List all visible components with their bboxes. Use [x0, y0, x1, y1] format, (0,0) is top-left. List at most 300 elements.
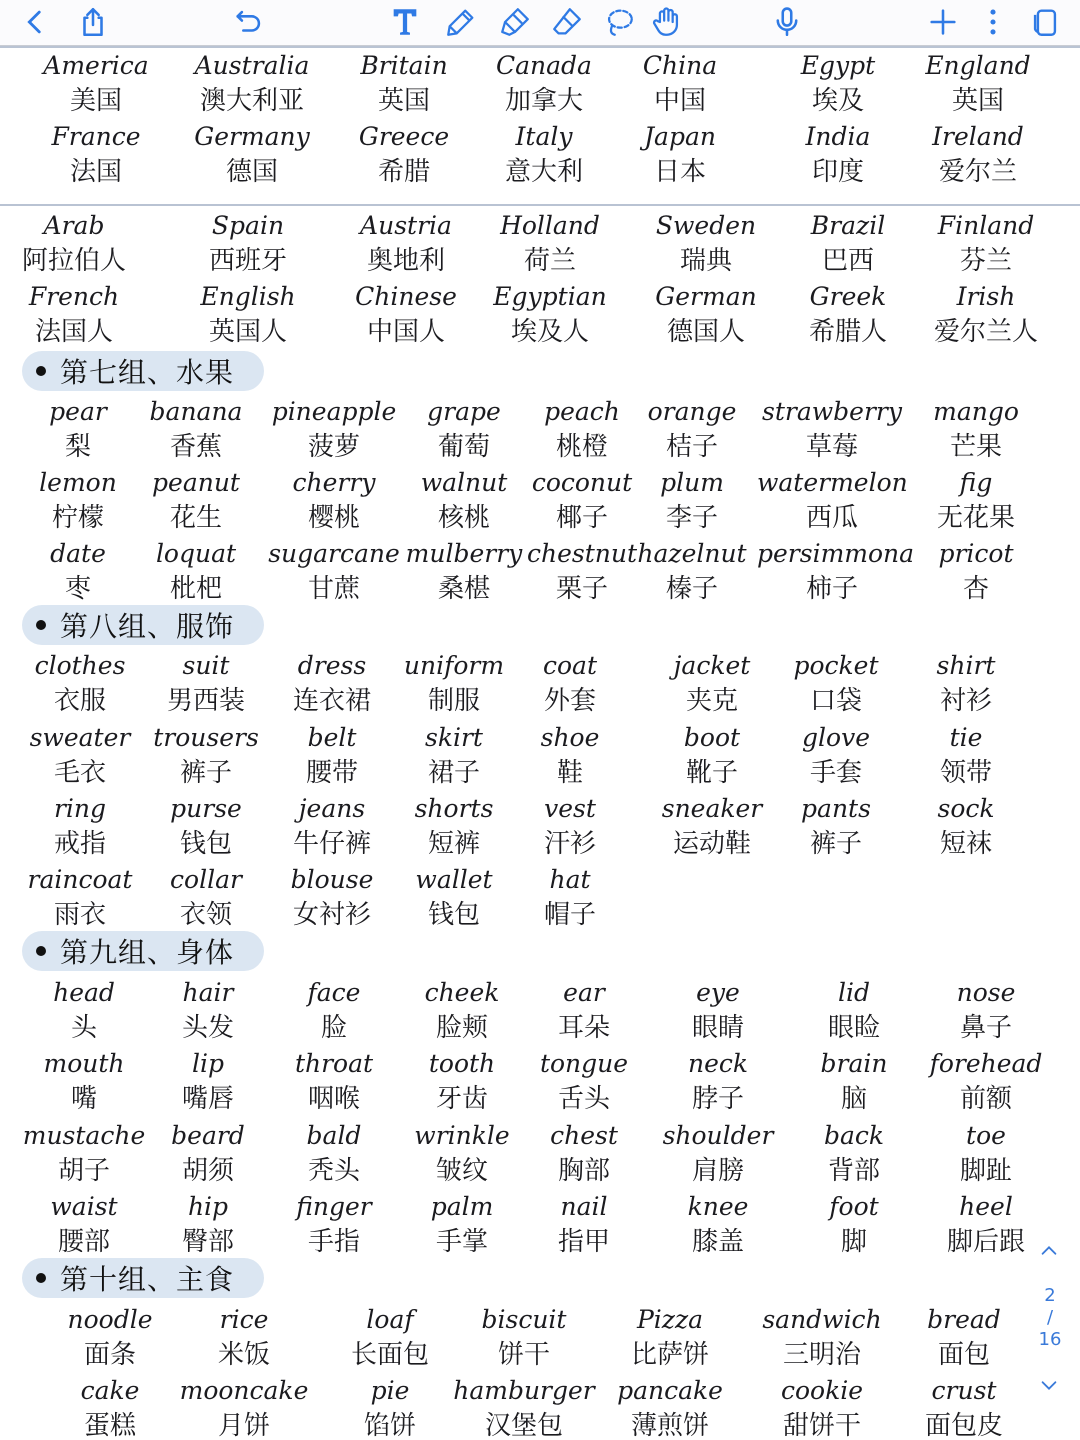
vocab-english: strawberry: [762, 397, 902, 426]
vocab-chinese: 胸部: [557, 1156, 610, 1186]
vocab-english: Britain: [360, 51, 448, 80]
vocab-english: Canada: [496, 51, 592, 80]
eraser-icon[interactable]: [546, 2, 588, 42]
vocab-english: India: [805, 122, 871, 151]
vocab-chinese: 杏: [962, 574, 989, 604]
vocab-english: pocket: [793, 651, 879, 680]
vocab-english: pricot: [938, 539, 1014, 568]
vocab-english: lip: [192, 1049, 224, 1078]
vocab-entry: [761, 792, 911, 862]
vocab-chinese: 面包皮: [924, 1411, 1003, 1440]
vocab-entry: [331, 209, 481, 279]
vocab-chinese: 法国: [69, 157, 122, 187]
notes-page: [0, 46, 1080, 1440]
vocab-entry: [469, 120, 619, 190]
vocab-entry: [617, 537, 767, 607]
vocab-english: palm: [430, 1192, 494, 1221]
vocab-entry: [121, 395, 271, 465]
page-navigator: [1020, 1236, 1080, 1406]
vocab-english: cherry: [292, 468, 376, 497]
vocab-entry: [169, 1374, 319, 1440]
vocab-chinese: 领带: [939, 758, 992, 788]
vocab-english: pie: [370, 1376, 410, 1405]
vocab-entry: [901, 466, 1051, 536]
vocab-entry: [595, 1374, 745, 1440]
vocab-chinese: 戒指: [53, 829, 106, 859]
vocab-english: Germany: [194, 122, 310, 151]
vocab-chinese: 脸: [320, 1013, 347, 1043]
vocab-english: dress: [297, 651, 367, 680]
vocab-chinese: 脖子: [691, 1084, 744, 1114]
vocab-chinese: 长面包: [350, 1340, 429, 1370]
vocab-english: Japan: [644, 122, 716, 151]
vocab-entry: [315, 1303, 465, 1373]
section-heading-text: 第七组、水果: [60, 356, 235, 389]
vocab-entry: [0, 209, 149, 279]
vocab-english: coat: [542, 651, 597, 680]
vocab-english: France: [51, 122, 141, 151]
vocab-english: cookie: [780, 1376, 864, 1405]
vocab-english: noodle: [67, 1305, 153, 1334]
vocab-english: beard: [171, 1121, 245, 1150]
vocab-english: pancake: [617, 1376, 723, 1405]
vocab-entry: [911, 1047, 1061, 1117]
vocab-english: biscuit: [481, 1305, 567, 1334]
vocab-english: nail: [560, 1192, 608, 1221]
vocab-chinese: 西班牙: [208, 246, 287, 276]
vocab-english: shorts: [414, 794, 494, 823]
vocab-chinese: 背部: [827, 1156, 880, 1186]
vocab-english: loquat: [155, 539, 237, 568]
vocab-english: Egyptian: [493, 282, 607, 311]
vocab-chinese: 印度: [811, 157, 864, 187]
vocab-entry: [329, 49, 479, 119]
vocab-english: ring: [53, 794, 107, 823]
chevron-left-icon[interactable]: [14, 2, 56, 42]
vocab-english: blouse: [290, 865, 374, 894]
pages-icon[interactable]: [1024, 2, 1066, 42]
vocab-entry: [763, 49, 913, 119]
vocab-entry: [331, 280, 481, 350]
vocab-entry: [315, 1374, 465, 1440]
vocab-english: date: [50, 539, 106, 568]
text-tool-icon[interactable]: [384, 2, 426, 42]
vocab-entry: [509, 1047, 659, 1117]
vocab-english: banana: [149, 397, 243, 426]
vocab-chinese: 运动鞋: [672, 829, 751, 859]
vocab-english: wrinkle: [414, 1121, 510, 1150]
vocab-entry: [605, 120, 755, 190]
vocab-chinese: 阿拉伯人: [21, 246, 126, 276]
vocab-entry: [643, 976, 793, 1046]
vocab-english: America: [43, 51, 149, 80]
vocab-chinese: 夹克: [685, 686, 738, 716]
vocab-entry: [889, 1374, 1039, 1440]
vocab-chinese: 汉堡包: [484, 1411, 563, 1440]
vocab-english: shirt: [936, 651, 996, 680]
vocab-english: sneaker: [661, 794, 763, 823]
vocab-entry: [21, 49, 171, 119]
vocab-chinese: 钱包: [427, 900, 480, 930]
vocab-english: peach: [544, 397, 620, 426]
vocab-chinese: 瑞典: [679, 246, 732, 276]
vocab-entry: [495, 649, 645, 719]
bullet-icon: [36, 1273, 46, 1283]
vocab-english: walnut: [420, 468, 508, 497]
vocab-english: tongue: [539, 1049, 629, 1078]
bullet-icon: [36, 366, 46, 376]
vocab-chinese: 雨衣: [53, 900, 106, 930]
page-total: 16: [1038, 1329, 1062, 1350]
lasso-icon[interactable]: [598, 2, 640, 42]
vocab-chinese: 手套: [809, 758, 862, 788]
vocab-chinese: 埃及: [811, 86, 864, 116]
page-slash: /: [1046, 1307, 1054, 1328]
vocab-entry: [779, 1047, 929, 1117]
microphone-icon[interactable]: [766, 2, 808, 42]
vocab-chinese: 德国人: [666, 317, 745, 347]
vocab-chinese: 牛仔裤: [292, 829, 371, 859]
vocab-english: toe: [966, 1121, 1006, 1150]
vocab-chinese: 眼睛: [691, 1013, 744, 1043]
vocab-english: collar: [170, 865, 242, 894]
vocab-chinese: 芒果: [949, 432, 1002, 462]
vocab-chinese: 秃头: [307, 1156, 360, 1186]
vocab-chinese: 汗衫: [543, 829, 596, 859]
vocab-entry: [595, 1303, 745, 1373]
vocab-chinese: 头发: [181, 1013, 234, 1043]
vocab-english: bread: [927, 1305, 1001, 1334]
vocab-chinese: 中国: [653, 86, 706, 116]
vocab-english: mulberry: [405, 539, 523, 568]
vocab-english: hair: [182, 978, 234, 1007]
vocab-entry: [449, 1374, 599, 1440]
vocab-english: hip: [187, 1192, 229, 1221]
vocab-english: sweater: [29, 723, 131, 752]
vocab-entry: [889, 1303, 1039, 1373]
bullet-icon: [36, 620, 46, 630]
vocab-english: Ireland: [932, 122, 1024, 151]
vocab-chinese: 饼干: [497, 1340, 550, 1370]
vocab-entry: [903, 120, 1053, 190]
vocab-chinese: 英国: [377, 86, 430, 116]
vocab-english: clothes: [34, 651, 126, 680]
vocab-chinese: 肩膀: [691, 1156, 744, 1186]
vocab-entry: [901, 395, 1051, 465]
vocab-english: boot: [683, 723, 741, 752]
vocab-chinese: 荷兰: [523, 246, 576, 276]
vocab-entry: [643, 1190, 793, 1260]
vocab-english: knee: [687, 1192, 749, 1221]
vocab-entry: [509, 1119, 659, 1189]
vocab-english: wallet: [415, 865, 493, 894]
vocab-english: heel: [959, 1192, 1013, 1221]
vocab-english: vest: [544, 794, 596, 823]
vocab-english: England: [925, 51, 1031, 80]
section-heading: [22, 931, 264, 971]
vocab-chinese: 舌头: [557, 1084, 610, 1114]
vocab-chinese: 日本: [653, 157, 706, 187]
vocab-chinese: 桔子: [665, 432, 718, 462]
vocab-chinese: 芬兰: [959, 246, 1012, 276]
vocab-english: trousers: [153, 723, 259, 752]
vocab-chinese: 柠檬: [51, 503, 104, 533]
vocab-entry: [177, 120, 327, 190]
vocab-chinese: 桃橙: [555, 432, 608, 462]
vocab-english: pear: [49, 397, 107, 426]
vocab-entry: [773, 280, 923, 350]
vocab-entry: [891, 792, 1041, 862]
vocab-entry: [891, 721, 1041, 791]
vocab-chinese: 口袋: [809, 686, 862, 716]
vocab-english: nose: [956, 978, 1016, 1007]
section-heading: [22, 605, 264, 645]
vocab-english: skirt: [425, 723, 483, 752]
vocab-english: foot: [829, 1192, 879, 1221]
vocab-entry: [631, 280, 781, 350]
vocab-chinese: 菠萝: [307, 432, 360, 462]
vocab-english: eye: [696, 978, 740, 1007]
vocab-entry: [617, 466, 767, 536]
vocab-entry: [911, 976, 1061, 1046]
vocab-chinese: 香蕉: [169, 432, 222, 462]
vocab-entry: [173, 280, 323, 350]
vocab-entry: [173, 209, 323, 279]
pencil-icon[interactable]: [440, 2, 482, 42]
vocab-entry: [757, 537, 915, 607]
vocab-english: hazelnut: [637, 539, 747, 568]
vocab-chinese: 葡萄: [437, 432, 490, 462]
vocab-english: shoe: [540, 723, 600, 752]
vocab-chinese: 皱纹: [435, 1156, 488, 1186]
vocab-chinese: 面条: [83, 1340, 136, 1370]
vocab-entry: [21, 120, 171, 190]
vocab-chinese: 加拿大: [504, 86, 583, 116]
vocab-english: Sweden: [655, 211, 757, 240]
vocab-chinese: 牙齿: [435, 1084, 488, 1114]
vocab-chinese: 毛衣: [53, 758, 106, 788]
vocab-entry: [779, 1190, 929, 1260]
vocab-english: Holland: [500, 211, 600, 240]
section-divider: [0, 46, 1080, 48]
vocab-english: suit: [182, 651, 230, 680]
vocab-english: finger: [296, 1192, 372, 1221]
vocab-english: China: [642, 51, 718, 80]
vocab-english: fig: [959, 468, 993, 497]
vocab-english: jacket: [673, 651, 751, 680]
vocab-chinese: 英国: [951, 86, 1004, 116]
toolbar: [0, 0, 1080, 46]
vocab-chinese: 臀部: [181, 1227, 234, 1257]
section-heading: [22, 1258, 264, 1298]
vocab-entry: [121, 537, 271, 607]
more-icon[interactable]: [972, 2, 1014, 42]
vocab-entry: [747, 1374, 897, 1440]
vocab-chinese: 男西装: [166, 686, 245, 716]
vocab-chinese: 裙子: [427, 758, 480, 788]
vocab-english: rice: [219, 1305, 269, 1334]
vocab-english: tooth: [428, 1049, 496, 1078]
vocab-english: Spain: [211, 211, 285, 240]
vocab-chinese: 短袜: [939, 829, 992, 859]
vocab-english: brain: [820, 1049, 888, 1078]
vocab-entry: [169, 1303, 319, 1373]
vocab-chinese: 法国人: [34, 317, 113, 347]
vocab-chinese: 膝盖: [691, 1227, 744, 1257]
vocab-english: peanut: [152, 468, 240, 497]
vocab-entry: [891, 649, 1041, 719]
vocab-chinese: 爱尔兰人: [933, 317, 1038, 347]
vocab-chinese: 草莓: [805, 432, 858, 462]
vocab-chinese: 脑: [840, 1084, 867, 1114]
vocab-entry: [911, 1119, 1061, 1189]
vocab-chinese: 德国: [225, 157, 278, 187]
vocab-english: hamburger: [453, 1376, 595, 1405]
vocab-english: tie: [949, 723, 983, 752]
section-divider: [0, 204, 1080, 206]
vocab-entry: [329, 120, 479, 190]
vocab-chinese: 面包: [937, 1340, 990, 1370]
vocab-chinese: 花生: [169, 503, 222, 533]
vocab-chinese: 无花果: [936, 503, 1015, 533]
vocab-entry: [763, 120, 913, 190]
vocab-english: German: [655, 282, 757, 311]
vocab-chinese: 鼻子: [959, 1013, 1012, 1043]
vocab-english: persimmona: [757, 539, 915, 568]
vocab-english: cake: [80, 1376, 140, 1405]
vocab-entry: [469, 49, 619, 119]
vocab-chinese: 手掌: [435, 1227, 488, 1257]
vocab-chinese: 裤子: [809, 829, 862, 859]
vocab-entry: [509, 1190, 659, 1260]
vocab-chinese: 腰部: [57, 1227, 110, 1257]
vocab-entry: [911, 209, 1061, 279]
chevron-down-icon[interactable]: [1038, 1374, 1060, 1396]
vocab-entry: [121, 466, 271, 536]
vocab-english: mango: [933, 397, 1019, 426]
vocab-chinese: 美国: [69, 86, 122, 116]
vocab-chinese: 头: [70, 1013, 97, 1043]
vocab-chinese: 嘴: [70, 1084, 97, 1114]
vocab-english: ear: [563, 978, 605, 1007]
vocab-chinese: 意大利: [504, 157, 583, 187]
vocab-english: pants: [801, 794, 871, 823]
share-icon[interactable]: [72, 2, 114, 42]
vocab-english: Egypt: [800, 51, 876, 80]
vocab-entry: [35, 1374, 185, 1440]
vocab-english: sock: [937, 794, 995, 823]
vocab-english: loaf: [366, 1305, 414, 1334]
vocab-english: orange: [647, 397, 737, 426]
section-heading-text: 第十组、主食: [60, 1263, 235, 1296]
hand-icon[interactable]: [646, 2, 688, 42]
vocab-english: chest: [550, 1121, 618, 1150]
vocab-english: shoulder: [662, 1121, 774, 1150]
vocab-chinese: 外套: [543, 686, 596, 716]
vocab-chinese: 蛋糕: [83, 1411, 136, 1440]
vocab-entry: [259, 466, 409, 536]
vocab-english: uniform: [403, 651, 505, 680]
vocab-chinese: 枣: [64, 574, 91, 604]
vocab-chinese: 脚后跟: [946, 1227, 1025, 1257]
vocab-english: cheek: [424, 978, 500, 1007]
vocab-chinese: 甜饼干: [782, 1411, 861, 1440]
chevron-up-icon[interactable]: [1038, 1240, 1060, 1262]
vocab-english: raincoat: [27, 865, 133, 894]
vocab-chinese: 衬衫: [939, 686, 992, 716]
section-heading-text: 第九组、身体: [60, 936, 235, 969]
vocab-chinese: 奥地利: [366, 246, 445, 276]
vocab-chinese: 胡子: [57, 1156, 110, 1186]
vocab-entry: [757, 395, 907, 465]
vocab-english: Brazil: [810, 211, 886, 240]
vocab-chinese: 榛子: [665, 574, 718, 604]
vocab-english: crust: [931, 1376, 997, 1405]
vocab-chinese: 短裤: [427, 829, 480, 859]
vocab-english: Greece: [358, 122, 450, 151]
vocab-english: Austria: [360, 211, 452, 240]
vocab-entry: [761, 721, 911, 791]
vocab-chinese: 脚: [840, 1227, 867, 1257]
vocab-chinese: 希腊人: [808, 317, 887, 347]
vocab-english: throat: [294, 1049, 374, 1078]
vocab-chinese: 柿子: [805, 574, 858, 604]
vocab-entry: [643, 1119, 793, 1189]
vocab-chinese: 衣领: [179, 900, 232, 930]
vocab-chinese: 鞋: [556, 758, 583, 788]
vocab-entry: [449, 1303, 599, 1373]
vocab-chinese: 栗子: [555, 574, 608, 604]
bullet-icon: [36, 946, 46, 956]
vocab-entry: [779, 1119, 929, 1189]
vocab-english: grape: [427, 397, 501, 426]
vocab-english: Chinese: [355, 282, 457, 311]
plus-icon[interactable]: [922, 2, 964, 42]
vocab-chinese: 裤子: [179, 758, 232, 788]
vocab-english: French: [28, 282, 120, 311]
vocab-entry: [495, 792, 645, 862]
vocab-chinese: 帽子: [543, 900, 596, 930]
vocab-english: lid: [838, 978, 870, 1007]
vocab-english: purse: [170, 794, 242, 823]
vocab-chinese: 衣服: [53, 686, 106, 716]
vocab-chinese: 制服: [427, 686, 480, 716]
highlighter-icon[interactable]: [494, 2, 536, 42]
vocab-entry: [509, 976, 659, 1046]
vocab-english: Italy: [515, 122, 573, 151]
vocab-english: mooncake: [179, 1376, 309, 1405]
vocab-chinese: 手指: [307, 1227, 360, 1257]
vocab-chinese: 女衬衫: [292, 900, 371, 930]
vocab-chinese: 咽喉: [307, 1084, 360, 1114]
vocab-english: Arab: [43, 211, 105, 240]
vocab-entry: [495, 721, 645, 791]
section-heading-text: 第八组、服饰: [60, 610, 235, 643]
vocab-chinese: 枇杷: [169, 574, 222, 604]
vocab-chinese: 中国人: [366, 317, 445, 347]
vocab-english: bald: [306, 1121, 362, 1150]
vocab-entry: [643, 1047, 793, 1117]
vocab-entry: [475, 209, 625, 279]
vocab-chinese: 樱桃: [307, 503, 360, 533]
vocab-english: face: [307, 978, 361, 1007]
vocab-english: mouth: [43, 1049, 125, 1078]
vocab-english: back: [823, 1121, 885, 1150]
vocab-english: Greek: [809, 282, 887, 311]
vocab-entry: [617, 395, 767, 465]
vocab-entry: [0, 280, 149, 350]
undo-icon[interactable]: [228, 2, 270, 42]
